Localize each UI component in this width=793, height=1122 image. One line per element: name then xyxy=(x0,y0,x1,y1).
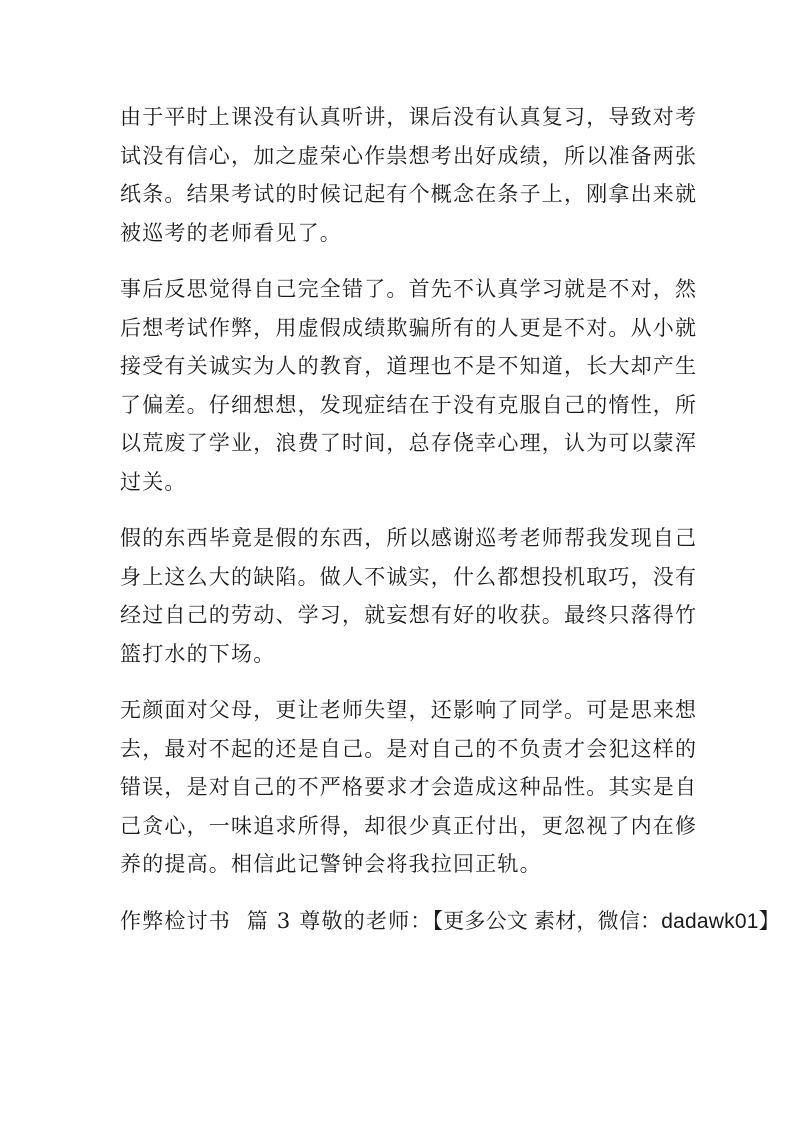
document-body xyxy=(120,98,780,941)
paragraph-4 xyxy=(120,691,698,884)
text-line: 篮打水的下场。 xyxy=(120,641,276,666)
text-line: 己贪心，一味追求所得，却很少真正付出，更忽视了内在修 xyxy=(120,813,698,838)
section-number: 篇 3 xyxy=(246,908,292,933)
text-line: 错误，是对自己的不严格要求才会造成这种品性。其实是自 xyxy=(120,775,698,799)
promo-text: 【更多公文 素材，微信：dadawk01】 xyxy=(432,909,780,933)
greeting: 尊敬的老师： xyxy=(299,908,433,933)
paragraph-3 xyxy=(120,519,698,673)
text-line: 试没有信心，加之虚荣心作祟想考出好成绩，所以准备两张 xyxy=(120,143,698,168)
text-line: 被巡考的老师看见了。 xyxy=(120,220,342,245)
text-line: 身上这么大的缺陷。做人不诚实，什么都想投机取巧，没有 xyxy=(120,564,698,589)
text-line: 后想考试作弊，用虚假成绩欺骗所有的人更是不对。从小就 xyxy=(120,315,698,340)
text-line: 经过自己的劳动、学习，就妄想有好的收获。最终只落得竹 xyxy=(120,603,698,627)
section-heading-line xyxy=(120,902,780,942)
text-line: 由于平时上课没有认真听讲，课后没有认真复习，导致对考 xyxy=(120,105,698,129)
text-line: 养的提高。相信此记警钟会将我拉回正轨。 xyxy=(120,852,542,876)
text-line: 去，最对不起的还是自己。是对自己的不负责才会犯这样的 xyxy=(120,736,698,761)
paragraph-2 xyxy=(120,270,698,501)
text-line: 过关。 xyxy=(120,469,187,494)
text-line: 纸条。结果考试的时候记起有个概念在条子上，刚拿出来就 xyxy=(120,182,698,206)
paragraph-1 xyxy=(120,98,698,252)
text-line: 无颜面对父母，更让老师失望，还影响了同学。可是思来想 xyxy=(120,698,698,722)
text-line: 接受有关诚实为人的教育，道理也不是不知道，长大却产生 xyxy=(120,354,698,378)
text-line: 假的东西毕竟是假的东西，所以感谢巡考老师帮我发现自己 xyxy=(120,526,698,550)
text-line: 以荒废了学业，浪费了时间，总存侥幸心理，认为可以蒙浑 xyxy=(120,431,698,455)
text-line: 事后反思觉得自己完全错了。首先不认真学习就是不对，然 xyxy=(120,277,698,301)
document-heading: 作弊检讨书 xyxy=(120,908,231,933)
text-line: 了偏差。仔细想想，发现症结在于没有克服自己的惰性，所 xyxy=(120,392,698,417)
